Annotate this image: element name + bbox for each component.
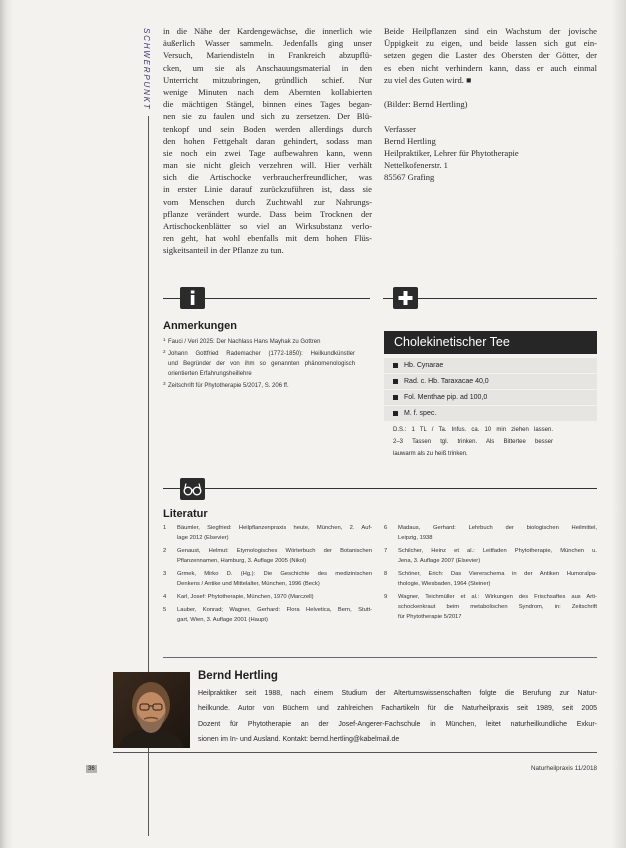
note-line: Fauci / Veri 2025: Der Nachlass Hans Mayhak zu Gottren: [168, 339, 321, 345]
square-bullet-icon: [393, 411, 398, 416]
reference-number: 8: [384, 571, 388, 577]
author-title: Heilpraktiker, Lehrer für Phytotherapie: [384, 147, 519, 158]
note-line: Johann Gottfried Rademacher (1772-1850): Heilkundkünstler: [168, 351, 355, 357]
text-line: den hohen Fettgehalt daran gehindert, sodass man: [163, 135, 372, 146]
text-line: Üppigkeit zu eigen, und beide lassen sich gut ein-: [384, 38, 597, 49]
note-number: 1: [163, 337, 166, 342]
square-bullet-icon: [393, 363, 398, 368]
recipe-instructions: [393, 424, 553, 460]
article-column-right: [384, 25, 597, 183]
text-line: setzen gegen die Laster des Obersten der Götter, der: [384, 50, 597, 61]
bio-name: Bernd Hertling: [198, 670, 278, 682]
reference-item: [384, 523, 597, 543]
reference-number: 5: [163, 607, 167, 613]
spacer: [384, 86, 597, 98]
reference-item: [384, 546, 597, 566]
bio-top-rule: [163, 657, 597, 658]
author-label: Verfasser: [384, 123, 416, 134]
reference-line: thologie, Wiesbaden, 1964 (Steiner): [398, 581, 491, 587]
reference-number: 6: [384, 525, 388, 531]
notes-heading: Anmerkungen: [163, 320, 237, 332]
text-line: sie noch ein zwei Tage aufbewahren kann, wenn: [163, 147, 372, 158]
references-column-left: [163, 523, 372, 628]
reference-number: 7: [384, 548, 388, 554]
reference-line: Madaus, Gerhard: Lehrbuch der biologischen Heilmittel,: [398, 525, 597, 531]
bio-bottom-rule: [113, 752, 597, 753]
bio-line: Dozent für Phytotherapie an der Josef-Angerer-Fachschule in München, leitet naturheilkundliche Exkur-: [198, 720, 597, 728]
reference-item: [163, 569, 372, 589]
reference-line: Genaust, Helmut: Etymologisches Wörterbuch der Botanischen: [177, 548, 372, 554]
info-icon: [180, 287, 205, 309]
square-bullet-icon: [393, 395, 398, 400]
article-column-left: [163, 25, 372, 257]
glasses-icon: [180, 478, 205, 500]
references-rule: [163, 488, 597, 489]
bio-line: heilkunde. Autor von Büchern und zahlreichen Fachartikeln für die Naturheilpraxis seit 1989, seit 2005: [198, 705, 597, 713]
ingredient-label: Hb. Cynarae: [404, 362, 444, 369]
recipe-title: Cholekinetischer Tee: [384, 331, 597, 354]
note-item: [163, 349, 355, 379]
recipe-ingredient: [384, 358, 597, 373]
ingredient-label: Rad. c. Hb. Taraxacae 40,0: [404, 378, 489, 385]
reference-line: Wagner, Teichmüller et al.: Wirkungen des Frischsaftes aus Arti-: [398, 594, 597, 600]
reference-number: 3: [163, 571, 167, 577]
reference-line: lage 2012 (Elsevier): [177, 535, 229, 541]
author-photo: [113, 672, 190, 748]
notes-list: [163, 337, 355, 393]
note-item: [163, 337, 355, 347]
text-line: zu viel des Guten wird. ■: [384, 74, 472, 85]
reference-line: Leipzig, 1938: [398, 535, 433, 541]
reference-number: 2: [163, 548, 167, 554]
text-line: Versuch, Mariendisteln in Frankreich abzupflü-: [163, 50, 372, 61]
page-number: 36: [88, 766, 95, 772]
reference-line: Denkens / Antike und Mittelalter, München, 1996 (Beck): [177, 581, 320, 587]
reference-item: [384, 592, 597, 622]
recipe-ingredient: [384, 406, 597, 421]
instruction-line: D.S.: 1 TL / Ta. Infus. ca. 10 min ziehen lassen.: [393, 427, 553, 433]
text-line: vom Menschen durch Zuchtwahl zur Nahrungs-: [163, 196, 372, 207]
bio-text: [198, 686, 597, 747]
bio-line: Heilpraktiker seit 1988, nach einem Studium der Altertumswissenschaften folgte die Berufung zur Natur-: [198, 690, 597, 697]
reference-line: Lauber, Konrad; Wagner, Gerhard: Flora Helvetica, Bern, Stutt-: [177, 607, 372, 613]
note-item: [163, 381, 355, 391]
text-line: es eben nicht verhindern kann, dass er auch einmal: [384, 62, 597, 73]
reference-item: [163, 546, 372, 566]
reference-number: 4: [163, 594, 167, 600]
text-line: wenige Minuten nach dem Abernten kollabierten: [163, 86, 372, 97]
author-name: Bernd Hertling: [384, 135, 436, 146]
instruction-line: lauwarm als zu heiß trinken.: [393, 451, 468, 457]
reference-item: [384, 569, 597, 589]
text-line: nen sie zu faulen und sich zu zersetzen. Der Blü-: [163, 111, 372, 122]
reference-line: schockenkraut beim metabolischen Syndrom, in: Zeitschrift: [398, 604, 597, 610]
note-line: orientierten Erfahrungsheillehre: [168, 371, 252, 377]
reference-line: Grmek, Mirko D. (Hg.): Die Geschichte des medizinischen: [177, 571, 372, 577]
text-line: die mächtigen Stängel, binnen eines Tages began-: [163, 99, 372, 110]
instruction-line: 2–3 Tassen tgl. trinken. Als Bittertee besser: [393, 439, 553, 445]
text-line: sigkeitsanteil in der Pflanze zu tun.: [163, 245, 284, 256]
note-line: und Begründer der von ihm so genannten phänomenologisch: [168, 361, 355, 367]
references-heading: Literatur: [163, 508, 208, 520]
reference-line: gart, Wien, 3. Auflage 2001 (Haupt): [177, 617, 268, 623]
reference-line: Bäumler, Siegfried: Heilpflanzenpraxis heute, München, 2. Auf-: [177, 525, 372, 531]
reference-item: [163, 605, 372, 625]
text-line: Unterricht mitzubringen, gründlich schief. Nur: [163, 74, 372, 85]
reference-line: Jena, 3. Auflage 2007 (Elsevier): [398, 558, 481, 564]
reference-item: [163, 592, 372, 602]
text-line: sich die Artischocke verbraucherfreundlicher, was: [163, 172, 372, 183]
recipe-box: [384, 331, 597, 457]
reference-line: Pflanzennamen, Hamburg, 3. Auflage 2005 (Nikol): [177, 558, 307, 564]
reference-item: [163, 523, 372, 543]
publication-label: Naturheilpraxis 11/2018: [530, 765, 597, 772]
spacer: [384, 110, 597, 122]
image-credit: (Bilder: Bernd Hertling): [384, 99, 468, 110]
reference-line: Schilcher, Heinz et al.: Leitfaden Phytotherapie, München u.: [398, 548, 597, 554]
reference-line: für Phytotherapie 5/2017: [398, 614, 462, 620]
reference-line: Schöner, Erich: Das Viererschema in der Antiken Humoralpa-: [398, 571, 597, 577]
section-tag: SCHWERPUNKT: [142, 28, 151, 111]
text-line: in die Nähe der Kardengewächse, die innerlich wie: [163, 26, 372, 36]
square-bullet-icon: [393, 379, 398, 384]
note-number: 3: [163, 381, 166, 386]
recipe-ingredient: [384, 390, 597, 405]
text-line: man sie nicht gleich verzehren will. Hier verhält: [163, 160, 372, 171]
references-column-right: [384, 523, 597, 625]
reference-number: 1: [163, 525, 167, 531]
bio-line: sionen im In- und Ausland. Kontakt: bernd.hertling@kabelmail.de: [198, 735, 400, 743]
text-line: cken, um sie als Anschauungsmaterial in den: [163, 62, 372, 73]
recipe-ingredient: [384, 374, 597, 389]
author-city: 85567 Grafing: [384, 172, 435, 183]
note-line: Zeitschrift für Phytotherapie 5/2017, S. 206 ff.: [168, 383, 289, 389]
text-line: tenkopf und sein Boden werden allerdings durch: [163, 123, 372, 134]
text-line: Artischockenblätter so viel an Wirksubstanz verlo-: [163, 221, 372, 231]
text-line: ren geht, hat wohl ebenfalls mit dem hohen Flüs-: [163, 233, 372, 244]
reference-number: 9: [384, 594, 388, 600]
ingredient-label: Fol. Menthae pip. ad 100,0: [404, 394, 488, 401]
ingredient-label: M. f. spec.: [404, 410, 437, 417]
recipe-ingredients: [384, 358, 597, 421]
text-line: pflanze verändert wurde. Dass beim Trocknen der: [163, 208, 372, 219]
reference-line: Karl, Josef: Phytotherapie, München, 1970 (Marczell): [177, 594, 314, 600]
text-line: Beide Heilpflanzen sind ein Wachstum der jovische: [384, 26, 597, 36]
note-number: 2: [163, 349, 166, 354]
plus-icon: [393, 287, 418, 309]
text-line: in erster Linie darauf zurückzuführen ist, dass sie: [163, 184, 372, 195]
author-street: Nettelkofenerstr. 1: [384, 160, 448, 171]
text-line: äußerlich Wasser sammeln. Jedenfalls ging unser: [163, 38, 372, 49]
